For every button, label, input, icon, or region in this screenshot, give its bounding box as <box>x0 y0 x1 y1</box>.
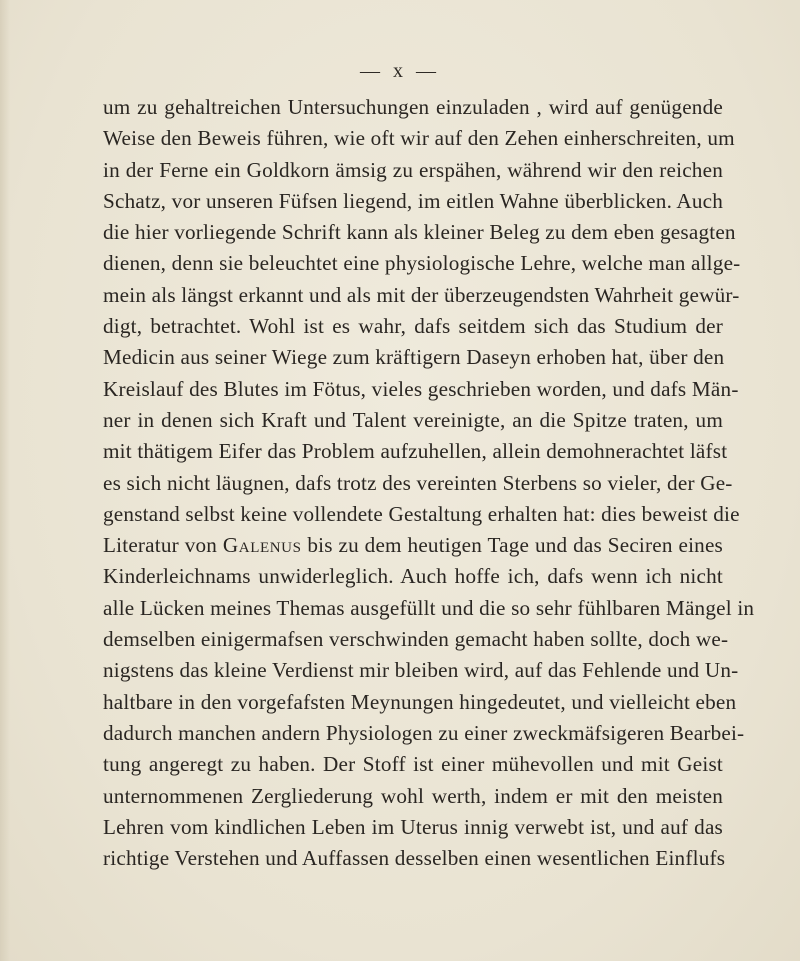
text-segment: bis zu dem heutigen Tage und das Seciren eines <box>301 533 723 558</box>
body-text <box>103 92 755 874</box>
text-line: alle Lücken meines Themas ausgefüllt und die so sehr fühlbaren Mängel in <box>103 595 755 620</box>
text-line: Weise den Beweis führen, wie oft wir auf den Zehen einherschreiten, um <box>103 126 735 151</box>
text-line: es sich nicht läugnen, dafs trotz des vereinten Sterbens so vieler, der Ge- <box>103 470 733 495</box>
text-line: genstand selbst keine vollendete Gestaltung erhalten hat: dies beweist die <box>103 501 740 526</box>
text-line: digt, betrachtet. Wohl ist es wahr, dafs seitdem sich das Studium der <box>103 314 723 339</box>
text-line: um zu gehaltreichen Untersuchungen einzuladen , wird auf genügende <box>103 95 723 119</box>
text-line: Lehren vom kindlichen Leben im Uterus innig verwebt ist, und auf das <box>103 814 723 839</box>
text-line: Kreislauf des Blutes im Fötus, vieles geschrieben worden, und dafs Män- <box>103 376 739 401</box>
text-line: mit thätigem Eifer das Problem aufzuhellen, allein demohnerachtet läfst <box>103 439 728 464</box>
text-segment: Literatur von <box>103 533 223 558</box>
text-line: ner in denen sich Kraft und Talent vereinigte, an die Spitze traten, um <box>103 407 723 432</box>
page-edge-shadow <box>0 0 10 961</box>
text-line: Kinderleichnams unwiderleglich. Auch hoffe ich, dafs wenn ich nicht <box>103 564 723 589</box>
text-line: unternommenen Zergliederung wohl werth, indem er mit den meisten <box>103 783 723 808</box>
text-line: dienen, denn sie beleuchtet eine physiologische Lehre, welche man allge- <box>103 251 741 276</box>
text-line: Schatz, vor unseren Füfsen liegend, im eitlen Wahne überblicken. Auch <box>103 188 724 213</box>
text-line: demselben einigermafsen verschwinden gemacht haben sollte, doch we- <box>103 627 729 652</box>
page-number-header: — x — <box>360 60 440 82</box>
text-line: dadurch manchen andern Physiologen zu einer zweckmäfsigeren Bearbei- <box>103 720 745 745</box>
text-line: nigstens das kleine Verdienst mir bleiben wird, auf das Fehlende und Un- <box>103 658 739 683</box>
text-line: Medicin aus seiner Wiege zum kräftigern Daseyn erhoben hat, über den <box>103 345 725 370</box>
text-line: haltbare in den vorgefafsten Meynungen hingedeutet, und vielleicht eben <box>103 689 737 714</box>
text-line: tung angeregt zu haben. Der Stoff ist einer mühevollen und mit Geist <box>103 752 723 777</box>
text-line: richtige Verstehen und Auffassen desselben einen wesentlichen Einflufs <box>103 846 726 871</box>
author-name-galenus: Galenus <box>222 533 302 558</box>
text-line: die hier vorliegende Schrift kann als kleiner Beleg zu dem eben gesagten <box>103 220 736 245</box>
text-line-with-author <box>103 530 723 561</box>
text-line: mein als längst erkannt und als mit der überzeugendsten Wahrheit gewür- <box>103 282 740 307</box>
text-line: in der Ferne ein Goldkorn ämsig zu erspähen, während wir den reichen <box>103 157 723 182</box>
